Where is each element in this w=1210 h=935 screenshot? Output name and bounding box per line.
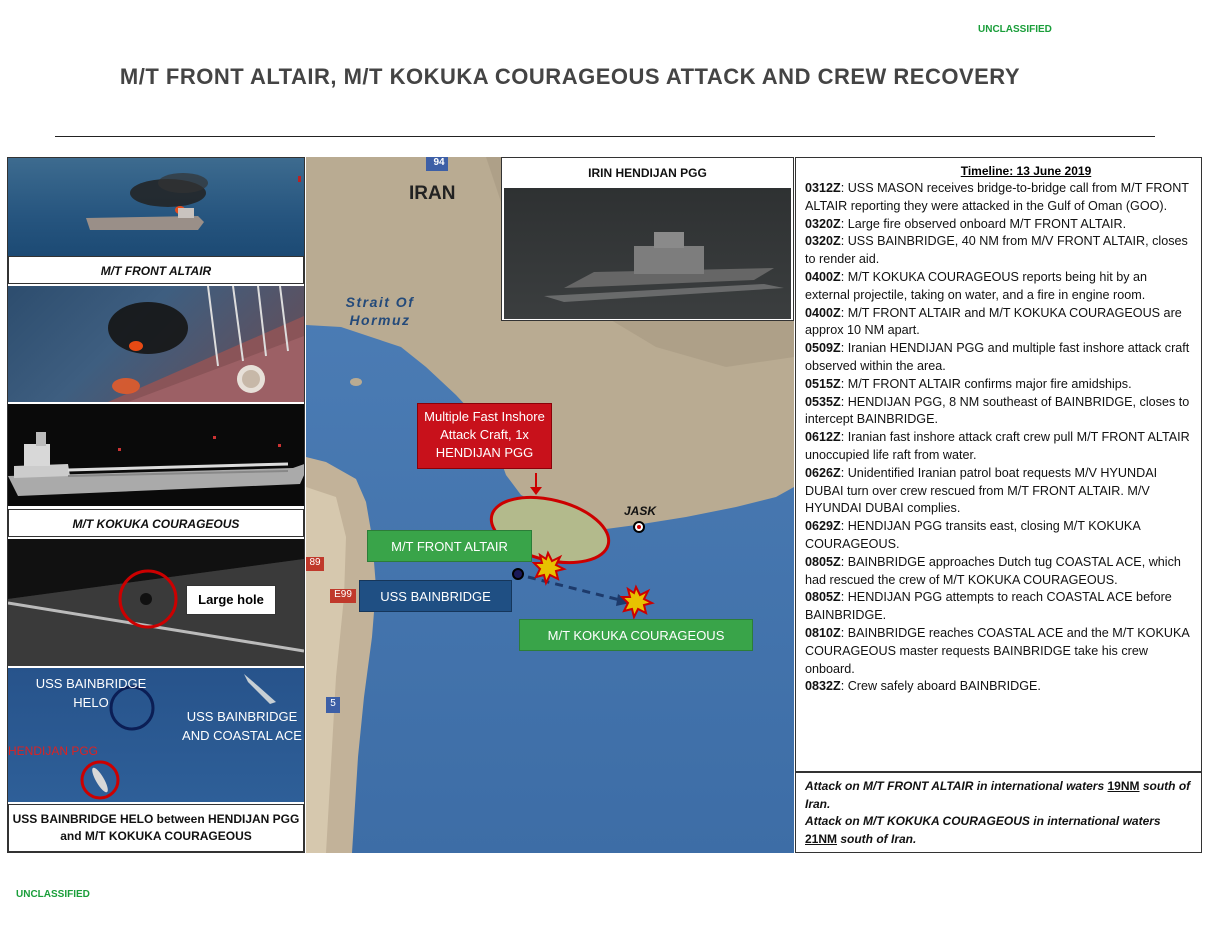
timeline-entry-text: : BAINBRIDGE reaches COASTAL ACE and the M/T KOKUKA COURAGEOUS master requests BAINBRIDGE take his crew onboard. (805, 625, 1190, 676)
country-label-iran: IRAN (409, 183, 456, 204)
summary-box (795, 772, 1202, 853)
road-5: 5 (330, 698, 336, 709)
timeline-entry-time: 0805Z (805, 590, 841, 605)
timeline-entry (805, 589, 1193, 625)
timeline-entry-time: 0509Z (805, 341, 841, 356)
front-altair-photo (8, 158, 304, 256)
timeline-entry-text: : USS MASON receives bridge-to-bridge call from M/T FRONT ALTAIR reporting they were attacked in the Gulf of Oman (GOO). (805, 181, 1189, 213)
timeline-entry-time: 0626Z (805, 465, 841, 480)
timeline-entry (805, 233, 1193, 269)
timeline-entry-time: 0400Z (805, 305, 841, 320)
timeline-entry-time: 0400Z (805, 269, 841, 284)
deck-aerial-photo (8, 286, 304, 402)
timeline-entry-time: 0320Z (805, 216, 841, 231)
timeline-entry (805, 340, 1193, 376)
fast-craft-callout: Multiple Fast Inshore Attack Craft, 1x HENDIJAN PGG (417, 403, 552, 469)
road-89: 89 (309, 557, 321, 568)
timeline-entry-text: : USS BAINBRIDGE, 40 NM from M/V FRONT ALTAIR, closes to render aid. (805, 234, 1188, 267)
timeline-entry-time: 0805Z (805, 554, 841, 569)
timeline-entry (805, 518, 1193, 554)
timeline-entry-time: 0320Z (805, 234, 841, 249)
road-94: 94 (433, 157, 445, 168)
caption-helo: USS BAINBRIDGE HELO between HENDIJAN PGG and M/T KOKUKA COURAGEOUS (8, 804, 304, 852)
timeline-entry-time: 0515Z (805, 376, 841, 391)
timeline-entry (805, 678, 1193, 696)
deck-aerial-photo-art (8, 286, 304, 402)
timeline-entry-text: : M/T KOKUKA COURAGEOUS reports being hit by an external projectile, taking on water, and a fire in engine room. (805, 269, 1148, 302)
page-title: M/T FRONT ALTAIR, M/T KOKUKA COURAGEOUS ATTACK AND CREW RECOVERY (119, 64, 1021, 89)
front-altair-photo-art (8, 158, 304, 256)
timeline-entry-time: 0612Z (805, 430, 841, 445)
summary-line-altair (805, 778, 1193, 813)
road-e99: E99 (334, 589, 352, 600)
timeline-entry (805, 376, 1193, 394)
summary-kokuka-suffix: south of Iran. (837, 831, 917, 846)
summary-altair-suffix: south of Iran. (805, 779, 1191, 811)
timeline-entry-text: : Iranian HENDIJAN PGG and multiple fast inshore attack craft observed within the area. (805, 341, 1190, 373)
timeline-entry (805, 554, 1193, 590)
timeline-entry-text: : BAINBRIDGE approaches Dutch tug COASTAL ACE, which had rescued the crew of M/T KOKUKA COURAGEOUS. (805, 554, 1181, 587)
bainbridge-coastal-label: USS BAINBRIDGE AND COASTAL ACE (182, 709, 302, 743)
title-divider (55, 136, 1155, 137)
label-uss-bainbridge: USS BAINBRIDGE (359, 580, 512, 612)
irin-photo-art (504, 188, 791, 319)
irin-inset (501, 157, 794, 321)
summary-altair-distance: 19NM (1107, 779, 1140, 793)
timeline-entry (805, 465, 1193, 518)
timeline-entry-text: : Crew safely aboard BAINBRIDGE. (840, 679, 1041, 694)
timeline-entry-text: : HENDIJAN PGG attempts to reach COASTAL ACE before BAINBRIDGE. (805, 590, 1172, 623)
timeline-entry (805, 625, 1193, 678)
timeline-entry-text: : HENDIJAN PGG transits east, closing M/T KOKUKA COURAGEOUS. (805, 519, 1141, 551)
helo-label: USS BAINBRIDGE HELO (35, 676, 147, 710)
timeline-entry-text: : Iranian fast inshore attack craft crew pull M/T FRONT ALTAIR unoccupied life raft from water. (805, 430, 1190, 462)
timeline-entry (805, 180, 1193, 216)
label-front-altair: M/T FRONT ALTAIR (367, 530, 532, 562)
timeline-entry-time: 0312Z (805, 181, 841, 195)
caption-front-altair: M/T FRONT ALTAIR (8, 256, 304, 284)
timeline-entry-text: : M/T FRONT ALTAIR and M/T KOKUKA COURAGEOUS are approx 10 NM apart. (805, 305, 1182, 338)
timeline-entry-time: 0810Z (805, 625, 841, 640)
timeline-list (796, 178, 1201, 696)
timeline-entry-text: : HENDIJAN PGG, 8 NM southeast of BAINBRIDGE, closes to intercept BAINBRIDGE. (805, 394, 1190, 427)
summary-kokuka-distance: 21NM (805, 831, 838, 846)
timeline-entry-time: 0535Z (805, 394, 841, 409)
timeline-entry-time: 0629Z (805, 519, 841, 534)
kokuka-ship-photo (8, 404, 304, 506)
timeline-entry-text: : M/T FRONT ALTAIR confirms major fire amidships. (840, 376, 1132, 391)
timeline-entry-time: 0832Z (805, 679, 841, 694)
irin-photo (504, 188, 791, 319)
kokuka-ship-photo-art (8, 404, 304, 506)
timeline-entry (805, 269, 1193, 305)
classification-bottom: UNCLASSIFIED (16, 889, 90, 900)
hendijan-label: HENDIJAN PGG (8, 744, 99, 758)
label-kokuka-courageous: M/T KOKUKA COURAGEOUS (519, 619, 753, 651)
timeline-entry-text: : Large fire observed onboard M/T FRONT ALTAIR. (840, 216, 1127, 231)
timeline-entry (805, 305, 1193, 341)
summary-kokuka-text: Attack on M/T KOKUKA COURAGEOUS in international waters (805, 814, 1161, 828)
timeline-entry (805, 394, 1193, 430)
summary-altair-text: Attack on M/T FRONT ALTAIR in international waters (805, 779, 1108, 793)
summary-line-kokuka (805, 813, 1193, 848)
timeline-entry (805, 216, 1193, 234)
timeline-heading: Timeline: 13 June 2019 (960, 164, 1092, 178)
timeline-panel (795, 157, 1202, 772)
large-hole-label: Large hole (186, 585, 276, 615)
timeline-entry (805, 429, 1193, 465)
strait-label: Strait Of Hormuz (345, 294, 415, 328)
caption-kokuka: M/T KOKUKA COURAGEOUS (8, 509, 304, 537)
irin-caption: IRIN HENDIJAN PGG (588, 166, 707, 180)
jask-label: JASK (624, 504, 657, 518)
classification-top: UNCLASSIFIED (978, 24, 1052, 35)
timeline-entry-text: : Unidentified Iranian patrol boat requests M/V HYUNDAI DUBAI turn over crew rescued from M/T FRONT ALTAIR. M/V HYUNDAI DUBAI complies. (805, 465, 1158, 516)
